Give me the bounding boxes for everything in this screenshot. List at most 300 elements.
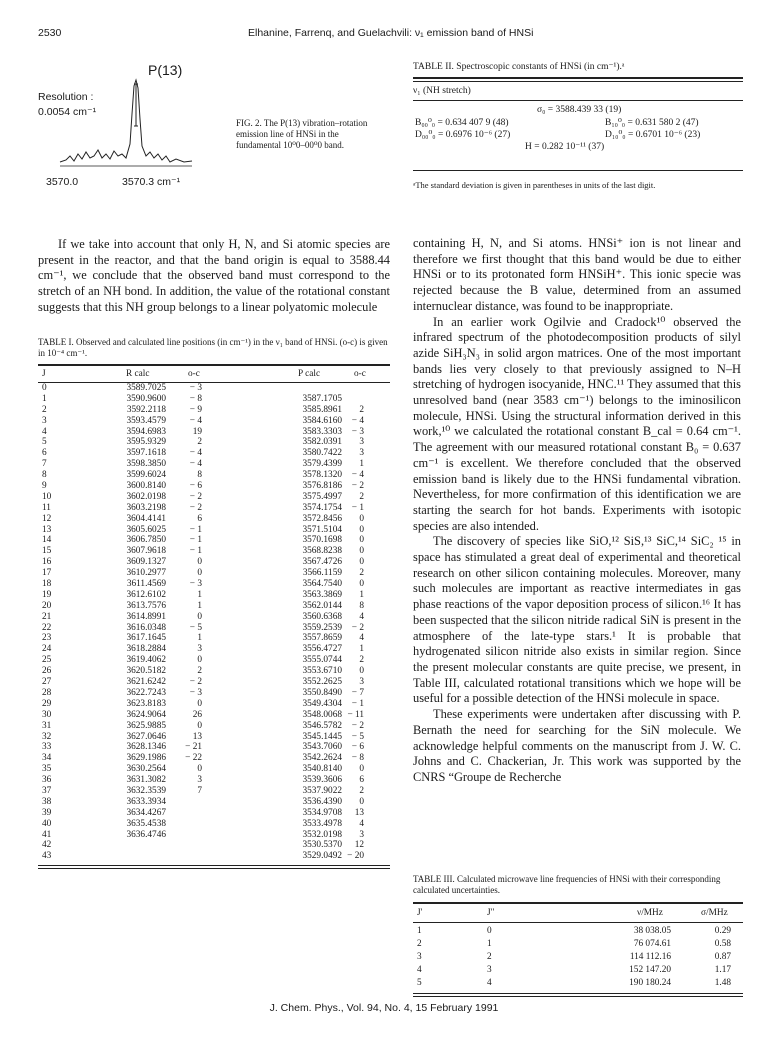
table3-cell-uncertainty: 0.58: [714, 939, 731, 949]
table3: [413, 902, 743, 997]
table1-cell-j: 35: [42, 764, 52, 775]
table3-cell-jlower: 4: [487, 978, 492, 988]
table-row: [38, 753, 390, 764]
table1-cell-poc: 3: [359, 448, 364, 459]
table1-cell-poc: − 1: [351, 698, 364, 709]
paragraph: In an earlier work Ogilvie and Cradock¹⁰ observed the infrared spectrum of the photodecomposition products of silyl azide SiH₃N₃ in solid argon matrices. One of the most important bands lies very closely to that previously assigned to N–H stretching of hydrogen isocyanide, HNC.¹¹ They assumed that this unresolved band (near 3583 cm⁻¹) belongs to the iminosilicon molecule, HNSi. Using the structural information derived in this work,¹⁰ we calculated the rotational constant B_cal = 0.64 cm⁻¹. The agreement with our measured rotational constant B₀ = 0.637 cm⁻¹ is excellent. We therefore concluded that the observed emission band is likely due to the HNSi fundamental vibration. Nevertheless, for more confirmation of this identification we are starting the search for hot bands. Experiments with isotopic species are also intended.: [413, 314, 741, 533]
table-row: [38, 742, 390, 753]
table1-cell-roc: 3: [197, 775, 202, 786]
table1-cell-j: 12: [42, 513, 52, 524]
table-row: [38, 405, 390, 416]
table1-cell-j: 24: [42, 644, 52, 655]
table1-cell-rcalc: 3631.3082: [126, 775, 166, 786]
table1-cell-rcalc: 3620.5182: [126, 666, 166, 677]
table1-header: [38, 366, 390, 382]
table1-cell-pcalc: 3575.4997: [302, 491, 342, 502]
table1-body: [38, 383, 390, 862]
table1-cell-roc: − 4: [189, 415, 202, 426]
table1-cell-roc: − 22: [185, 753, 202, 764]
table1-cell-pcalc: 3563.3869: [302, 589, 342, 600]
table1-cell-j: 31: [42, 720, 52, 731]
table1-cell-j: 19: [42, 589, 52, 600]
table1-cell-pcalc: 3534.9708: [302, 807, 342, 818]
table1-cell-pcalc: 3587.1705: [302, 393, 342, 404]
table-row: [38, 535, 390, 546]
table1-cell-j: 21: [42, 611, 52, 622]
table1-cell-poc: 2: [359, 655, 364, 666]
table3-body: [413, 923, 743, 990]
table3-cell-jupper: 4: [417, 965, 422, 975]
table1-cell-j: 39: [42, 807, 52, 818]
table3-col-jupper: J': [417, 908, 423, 918]
table1-cell-poc: 1: [359, 644, 364, 655]
table-row: [38, 819, 390, 830]
table1-cell-rcalc: 3605.6025: [126, 524, 166, 535]
table-row: [38, 481, 390, 492]
left-column-text: [38, 237, 390, 316]
table1-cell-roc: 0: [197, 655, 202, 666]
page-number: 2530: [38, 27, 62, 39]
table1-cell-poc: 0: [359, 764, 364, 775]
table1-cell-pcalc: 3584.6160: [302, 415, 342, 426]
table3-header: [413, 904, 743, 922]
table-row: [38, 514, 390, 525]
table1-cell-roc: 3: [197, 644, 202, 655]
table1-cell-j: 41: [42, 829, 52, 840]
table1-cell-pcalc: 3543.7060: [302, 742, 342, 753]
table-row: [38, 688, 390, 699]
table1-cell-pcalc: 3579.4399: [302, 459, 342, 470]
table1-cell-roc: 7: [197, 785, 202, 796]
table-row: [38, 612, 390, 623]
table1-cell-rcalc: 3610.2977: [126, 568, 166, 579]
table1-cell-j: 7: [42, 459, 47, 470]
table1-cell-rcalc: 3618.2884: [126, 644, 166, 655]
table1-cell-rcalc: 3633.3934: [126, 796, 166, 807]
table-row: [38, 601, 390, 612]
table-row: [38, 437, 390, 448]
paragraph: The discovery of species like SiO,¹² SiS,¹³ SiC,¹⁴ SiC₂ ¹⁵ in space has stimulated a great deal of experimental and theoretical research on other silicon containing molecules. Moreover, many such molecules are important as reactive intermediates in gas phase reactions of the vapor deposition process of silicon.¹⁶ It has been suspected that the silicon nitride radical SiN is present in the atmosphere of the late-type stars.¹ It is probable that hydrogenated silicon nitride also exists in similar region. Since the present molecular constants are quite precise, we present, in Table III, calculated rotational transitions which we hope will be useful for a possible detection of the HNSi molecule in space.: [413, 534, 741, 706]
table-row: [38, 416, 390, 427]
table-row: [38, 655, 390, 666]
table1-cell-poc: − 3: [351, 426, 364, 437]
table1-cell-pcalc: 3568.8238: [302, 546, 342, 557]
table1-cell-roc: 0: [197, 611, 202, 622]
spectrum-plot: [52, 74, 232, 174]
table1-cell-j: 38: [42, 796, 52, 807]
table3-cell-uncertainty: 1.48: [714, 978, 731, 988]
table1-cell-rcalc: 3616.0348: [126, 622, 166, 633]
table1-cell-rcalc: 3621.6242: [126, 677, 166, 688]
table1-col-oc: o-c: [188, 369, 200, 379]
table1-cell-pcalc: 3553.6710: [302, 666, 342, 677]
table1-cell-j: 4: [42, 426, 47, 437]
table1-cell-rcalc: 3606.7850: [126, 535, 166, 546]
table1-cell-rcalc: 3604.4141: [126, 513, 166, 524]
table1-cell-rcalc: 3598.3850: [126, 459, 166, 470]
table2-h: H = 0.282 10⁻¹¹ (37): [525, 142, 605, 152]
table1-cell-rcalc: 3589.7025: [126, 383, 166, 393]
table3-cell-frequency: 38 038.05: [633, 926, 671, 936]
table1-cell-pcalc: 3539.3606: [302, 775, 342, 786]
table1-cell-j: 37: [42, 785, 52, 796]
table1-cell-pcalc: 3578.1320: [302, 470, 342, 481]
table1-cell-poc: 3: [359, 677, 364, 688]
table1-cell-pcalc: 3562.0144: [302, 600, 342, 611]
table-row: [38, 557, 390, 568]
table1-cell-poc: − 4: [351, 415, 364, 426]
table1-cell-poc: 3: [359, 437, 364, 448]
table1-cell-poc: 1: [359, 459, 364, 470]
table1-caption: TABLE I. Observed and calculated line positions (in cm⁻¹) in the ν₁ band of HNSi. (o-c) is given in 10⁻⁴ cm⁻¹.: [38, 337, 388, 358]
table-row: [38, 492, 390, 503]
table1-cell-poc: 2: [359, 491, 364, 502]
table1-cell-j: 28: [42, 687, 52, 698]
table1-cell-rcalc: 3617.1645: [126, 633, 166, 644]
table1-cell-roc: − 9: [189, 404, 202, 415]
table2-d100: D₁₀⁰₀ = 0.6701 10⁻⁶ (23): [605, 130, 701, 140]
table1-cell-roc: − 6: [189, 481, 202, 492]
table1-cell-pcalc: 3583.3303: [302, 426, 342, 437]
table1-cell-j: 20: [42, 600, 52, 611]
table1-cell-roc: − 21: [185, 742, 202, 753]
figure-caption: FIG. 2. The P(13) vibration–rotation emission line of HNSi in the fundamental 10⁰0–00⁰0 band.: [236, 118, 368, 150]
table1-cell-j: 17: [42, 568, 52, 579]
table-row: [38, 710, 390, 721]
table3-caption: TABLE III. Calculated microwave line frequencies of HNSi with their corresponding calculated uncertainties.: [413, 874, 721, 895]
table1-cell-poc: 0: [359, 579, 364, 590]
table-row: [413, 977, 743, 990]
table-row: [38, 666, 390, 677]
table1-cell-j: 36: [42, 775, 52, 786]
table3-cell-jupper: 2: [417, 939, 422, 949]
table1-cell-poc: 2: [359, 568, 364, 579]
table-row: [413, 951, 743, 964]
table3-cell-jlower: 2: [487, 952, 492, 962]
table1-cell-poc: − 11: [347, 709, 364, 720]
table1-cell-poc: 0: [359, 513, 364, 524]
table1-cell-pcalc: 3546.5782: [302, 720, 342, 731]
table1-cell-poc: 12: [354, 840, 364, 851]
table1-cell-roc: 6: [197, 513, 202, 524]
table1-cell-pcalc: 3552.2625: [302, 677, 342, 688]
figure-peak-label: P(13): [148, 62, 183, 78]
table2: [413, 77, 743, 191]
table-row: [413, 925, 743, 938]
table3-cell-frequency: 114 112.16: [629, 952, 671, 962]
figure-x-tick-left: 3570.0: [46, 176, 79, 188]
table1-cell-poc: − 2: [351, 481, 364, 492]
table1-cell-roc: − 1: [189, 535, 202, 546]
table1-cell-rcalc: 3622.7243: [126, 687, 166, 698]
table1-cell-poc: 4: [359, 818, 364, 829]
table1-cell-pcalc: 3545.1445: [302, 731, 342, 742]
table1-cell-roc: 1: [197, 600, 202, 611]
table2-b000: B₀₀⁰₀ = 0.634 407 9 (48): [415, 118, 509, 128]
table-row: [38, 503, 390, 514]
table1-cell-rcalc: 3632.3539: [126, 785, 166, 796]
table3-col-uncertainty: σ/MHz: [701, 908, 728, 918]
table1-cell-rcalc: 3629.1986: [126, 753, 166, 764]
paragraph: If we take into account that only H, N, and Si atomic species are present in the reactor, and that the band origin is equal to 3588.44 cm⁻¹, we conclude that the observed band must correspond to the stretch of an NH bond. In addition, the value of the rotational constant suggests that this NH group belongs to a linear polyatomic molecule: [38, 237, 390, 314]
table1-cell-poc: 0: [359, 535, 364, 546]
table1-cell-roc: − 1: [189, 524, 202, 535]
table1-col-rcalc: R calc: [126, 369, 150, 379]
table1-cell-rcalc: 3624.9064: [126, 709, 166, 720]
table1-cell-poc: − 7: [351, 687, 364, 698]
table1-cell-j: 23: [42, 633, 52, 644]
table1-cell-j: 8: [42, 470, 47, 481]
table1-cell-rcalc: 3634.4267: [126, 807, 166, 818]
table1-cell-pcalc: 3536.4390: [302, 796, 342, 807]
table1-cell-pcalc: 3550.8490: [302, 687, 342, 698]
table1-cell-rcalc: 3635.4538: [126, 818, 166, 829]
table1-cell-rcalc: 3597.1618: [126, 448, 166, 459]
table-row: [38, 764, 390, 775]
table1-cell-rcalc: 3627.0646: [126, 731, 166, 742]
table1-cell-poc: − 1: [351, 502, 364, 513]
table1-cell-j: 2: [42, 404, 47, 415]
table1-cell-pcalc: 3572.8456: [302, 513, 342, 524]
table1-cell-roc: 0: [197, 568, 202, 579]
table1-cell-poc: 6: [359, 775, 364, 786]
table-row: [38, 459, 390, 470]
table1-cell-j: 43: [42, 851, 52, 862]
table-row: [38, 470, 390, 481]
table1-cell-rcalc: 3607.9618: [126, 546, 166, 557]
table1-cell-rcalc: 3594.6983: [126, 426, 166, 437]
table1-cell-pcalc: 3570.1698: [302, 535, 342, 546]
right-column-text: [413, 236, 741, 786]
table3-cell-frequency: 76 074.61: [633, 939, 671, 949]
table1-cell-roc: 13: [192, 731, 202, 742]
table-row: [38, 623, 390, 634]
table1-cell-poc: 2: [359, 785, 364, 796]
table1-cell-j: 22: [42, 622, 52, 633]
table1-cell-j: 11: [42, 502, 51, 513]
table3-cell-frequency: 190 180.24: [629, 978, 671, 988]
table1-cell-j: 27: [42, 677, 52, 688]
table1-cell-pcalc: 3585.8961: [302, 404, 342, 415]
table-row: [38, 808, 390, 819]
table1-cell-pcalc: 3532.0198: [302, 829, 342, 840]
table1-cell-pcalc: 3537.9022: [302, 785, 342, 796]
table1-cell-poc: 0: [359, 546, 364, 557]
table-row: [38, 840, 390, 851]
table1-cell-j: 10: [42, 491, 52, 502]
table3-cell-frequency: 152 147.20: [629, 965, 671, 975]
table1-cell-poc: − 6: [351, 742, 364, 753]
table1-cell-poc: 4: [359, 611, 364, 622]
table1-cell-rcalc: 3623.8183: [126, 698, 166, 709]
table1-cell-rcalc: 3619.4062: [126, 655, 166, 666]
table1-col-oc: o-c: [354, 369, 366, 379]
table1-cell-roc: 1: [197, 633, 202, 644]
table1-cell-j: 34: [42, 753, 52, 764]
table1-cell-j: 1: [42, 393, 47, 404]
table1-cell-pcalc: 3566.1159: [302, 568, 342, 579]
table1-cell-pcalc: 3580.7422: [302, 448, 342, 459]
table1-col-j: J: [42, 369, 46, 379]
table1-cell-poc: 4: [359, 633, 364, 644]
table1-cell-roc: 0: [197, 698, 202, 709]
figure-resolution-value: 0.0054 cm⁻¹: [38, 106, 97, 118]
table1-cell-pcalc: 3556.4727: [302, 644, 342, 655]
table-row: [38, 851, 390, 862]
table1-cell-pcalc: 3564.7540: [302, 579, 342, 590]
table1-cell-j: 14: [42, 535, 52, 546]
table3-col-jlower: J": [487, 908, 495, 918]
table1-cell-poc: 0: [359, 666, 364, 677]
table1-cell-pcalc: 3540.8140: [302, 764, 342, 775]
table1-cell-roc: − 3: [189, 579, 202, 590]
table1-cell-poc: 13: [354, 807, 364, 818]
table-row: [413, 938, 743, 951]
table1-cell-poc: 2: [359, 404, 364, 415]
table1-cell-j: 16: [42, 557, 52, 568]
table1-cell-pcalc: 3582.0391: [302, 437, 342, 448]
table-row: [38, 677, 390, 688]
table-row: [38, 525, 390, 536]
table1-cell-pcalc: 3571.5104: [302, 524, 342, 535]
table1-cell-roc: 26: [192, 709, 202, 720]
table1-cell-j: 25: [42, 655, 52, 666]
table1-cell-rcalc: 3630.2564: [126, 764, 166, 775]
table1-cell-rcalc: 3600.8140: [126, 481, 166, 492]
table2-subheader: ν₁ (NH stretch): [413, 86, 471, 96]
table-row: [413, 964, 743, 977]
paragraph: containing H, N, and Si atoms. HNSi⁺ ion is not linear and therefore we first thought that this band would be due to either HNSi or to its protonated form HNSiH⁺. This ionic specie was rejected because the B value, determined from an assumed internuclear distance, was found to be inappropriate.: [413, 236, 741, 313]
table1-cell-rcalc: 3595.9329: [126, 437, 166, 448]
table1-cell-poc: − 5: [351, 731, 364, 742]
table1: [38, 364, 390, 869]
table1-cell-j: 15: [42, 546, 52, 557]
table1-cell-poc: − 20: [347, 851, 364, 862]
table1-cell-pcalc: 3557.8659: [302, 633, 342, 644]
table1-cell-rcalc: 3636.4746: [126, 829, 166, 840]
table1-cell-j: 0: [42, 383, 47, 393]
table1-cell-rcalc: 3609.1327: [126, 557, 166, 568]
table1-cell-j: 5: [42, 437, 47, 448]
table1-cell-poc: 3: [359, 829, 364, 840]
table3-cell-jupper: 1: [417, 926, 422, 936]
table1-cell-poc: 0: [359, 524, 364, 535]
table1-cell-pcalc: 3576.8186: [302, 481, 342, 492]
table1-cell-rcalc: 3602.0198: [126, 491, 166, 502]
table1-cell-pcalc: 3548.0068: [302, 709, 342, 720]
table1-cell-roc: − 2: [189, 491, 202, 502]
table1-cell-rcalc: 3613.7576: [126, 600, 166, 611]
table3-cell-jlower: 1: [487, 939, 492, 949]
spectrum-trace: [60, 80, 192, 162]
running-title: Elhanine, Farrenq, and Guelachvili: ν₁ emission band of HNSi: [248, 27, 534, 39]
table1-cell-roc: 1: [197, 589, 202, 600]
table1-cell-pcalc: 3574.1754: [302, 502, 342, 513]
table-row: [38, 644, 390, 655]
table1-cell-roc: − 2: [189, 677, 202, 688]
table1-cell-rcalc: 3611.4569: [126, 579, 166, 590]
table3-cell-uncertainty: 0.29: [714, 926, 731, 936]
table1-cell-poc: 1: [359, 589, 364, 600]
table1-cell-pcalc: 3542.2624: [302, 753, 342, 764]
journal-footer: J. Chem. Phys., Vol. 94, No. 4, 15 February 1991: [269, 1002, 499, 1014]
table2-sigma0: σ₀ = 3588.439 33 (19): [537, 105, 622, 115]
table2-d000: D₀₀⁰₀ = 0.6976 10⁻⁶ (27): [415, 130, 511, 140]
table1-cell-j: 32: [42, 731, 52, 742]
table1-cell-pcalc: 3533.4978: [302, 818, 342, 829]
table1-cell-roc: 19: [192, 426, 202, 437]
table3-cell-jlower: 3: [487, 965, 492, 975]
table-row: [38, 830, 390, 841]
table1-cell-roc: − 3: [189, 383, 202, 393]
table1-cell-j: 42: [42, 840, 52, 851]
table1-cell-pcalc: 3549.4304: [302, 698, 342, 709]
table1-cell-rcalc: 3592.2118: [126, 404, 166, 415]
table1-cell-j: 9: [42, 481, 47, 492]
table-row: [38, 568, 390, 579]
table1-cell-poc: − 8: [351, 753, 364, 764]
table1-col-pcalc: P calc: [298, 369, 321, 379]
table-row: [38, 721, 390, 732]
table1-cell-rcalc: 3599.6024: [126, 470, 166, 481]
table1-cell-roc: 0: [197, 720, 202, 731]
table1-cell-poc: 8: [359, 600, 364, 611]
table3-cell-jupper: 3: [417, 952, 422, 962]
table-row: [38, 732, 390, 743]
table3-cell-jupper: 5: [417, 978, 422, 988]
table-row: [38, 427, 390, 438]
table-row: [38, 590, 390, 601]
table-row: [38, 797, 390, 808]
table1-cell-poc: − 2: [351, 720, 364, 731]
table1-cell-j: 33: [42, 742, 52, 753]
table1-cell-poc: − 4: [351, 470, 364, 481]
table1-cell-pcalc: 3559.2539: [302, 622, 342, 633]
table1-cell-pcalc: 3530.5370: [302, 840, 342, 851]
table1-cell-poc: 0: [359, 796, 364, 807]
figure-x-tick-right: 3570.3 cm⁻¹: [122, 176, 181, 188]
table1-cell-j: 26: [42, 666, 52, 677]
table1-cell-rcalc: 3593.4579: [126, 415, 166, 426]
table-row: [38, 383, 390, 394]
table-row: [38, 394, 390, 405]
table1-cell-pcalc: 3529.0492: [302, 851, 342, 862]
table2-footnote: ᵃThe standard deviation is given in parentheses in units of the last digit.: [413, 180, 656, 190]
table-row: [38, 633, 390, 644]
table-row: [38, 579, 390, 590]
table3-cell-uncertainty: 1.17: [714, 965, 731, 975]
table2-b100: B₁₀⁰₀ = 0.631 580 2 (47): [605, 118, 699, 128]
table-row: [38, 546, 390, 557]
table1-cell-poc: 0: [359, 557, 364, 568]
table1-cell-roc: − 8: [189, 393, 202, 404]
table1-cell-pcalc: 3560.6368: [302, 611, 342, 622]
table1-cell-rcalc: 3590.9600: [126, 393, 166, 404]
table1-cell-j: 13: [42, 524, 52, 535]
figure-resolution-label: Resolution :: [38, 91, 94, 103]
table1-cell-rcalc: 3612.6102: [126, 589, 166, 600]
table3-cell-uncertainty: 0.87: [714, 952, 731, 962]
table1-cell-pcalc: 3567.4726: [302, 557, 342, 568]
table3-col-frequency: ν/MHz: [637, 908, 663, 918]
paragraph: These experiments were undertaken after discussing with P. Bernath the need for searching for the SiN molecule. We acknowledge helpful comments on the manuscript from J. W. C. Johns and C. Chackerian, Jr. This work was supported by the CNRS “Groupe de Recherche: [413, 707, 741, 784]
table1-cell-roc: − 1: [189, 546, 202, 557]
table1-cell-roc: − 4: [189, 448, 202, 459]
table3-cell-jlower: 0: [487, 926, 492, 936]
table-row: [38, 448, 390, 459]
table1-cell-roc: − 2: [189, 502, 202, 513]
table1-cell-roc: 8: [197, 470, 202, 481]
